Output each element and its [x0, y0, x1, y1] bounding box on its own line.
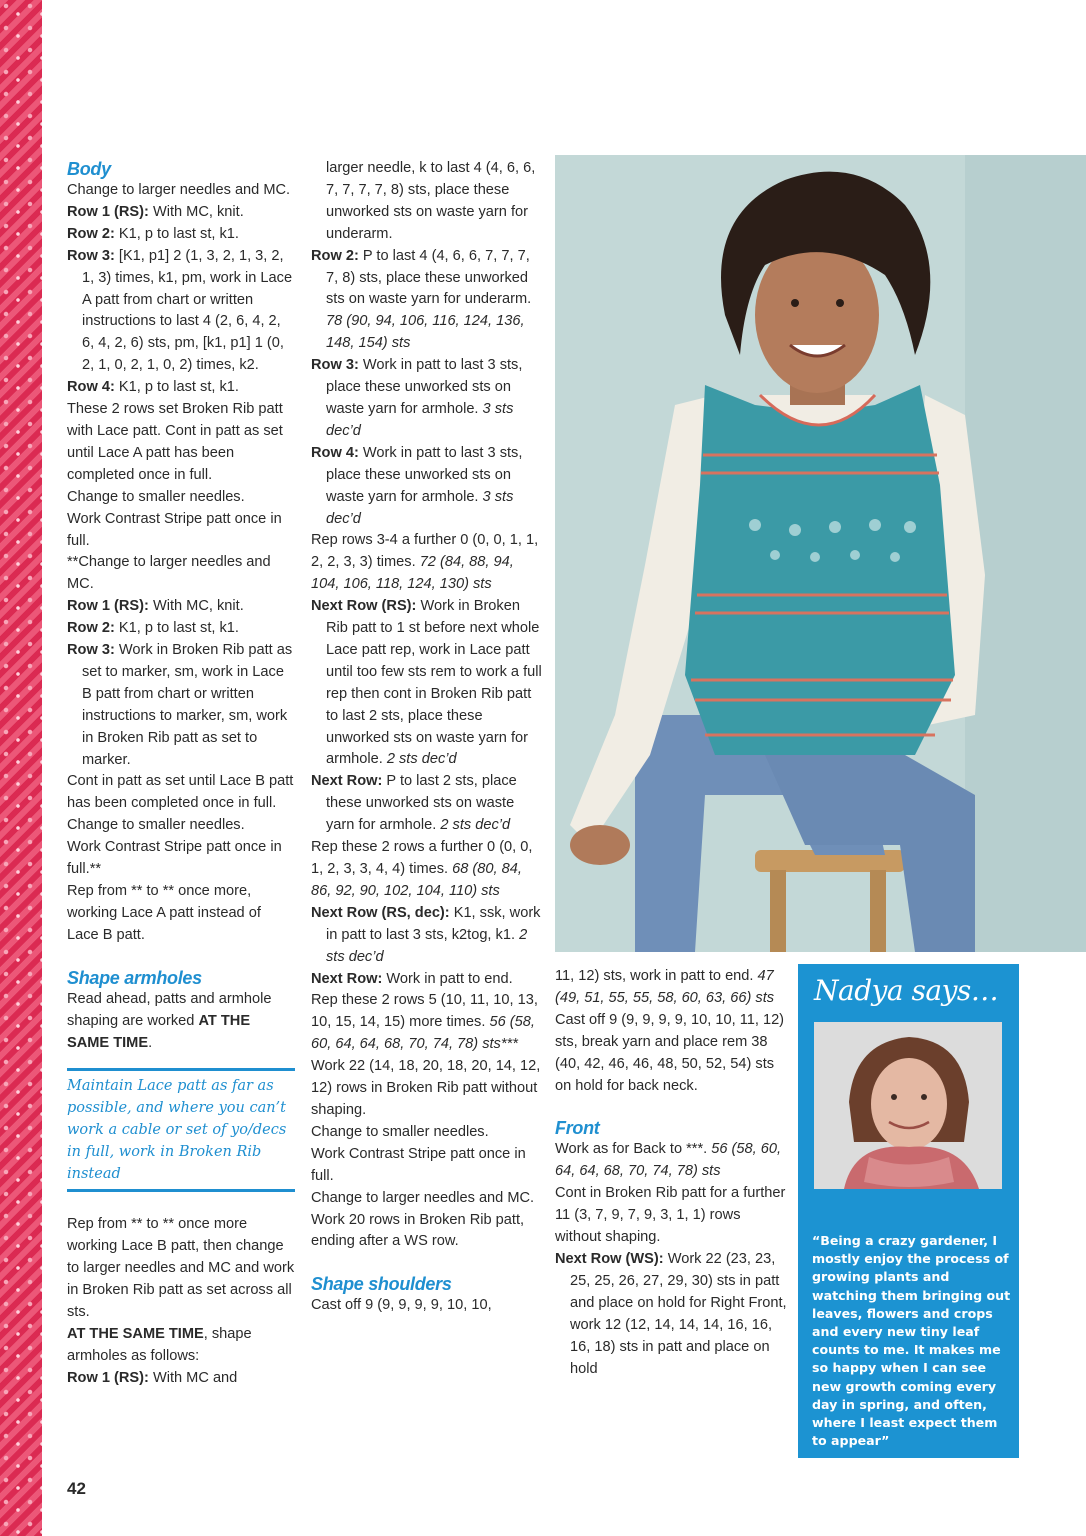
- text-run: Rep these 2 rows 5 (10, 11, 10, 13, 10, 15, 14, 15) more times.: [311, 992, 538, 1031]
- row-text: K1, p to last st, k1.: [114, 225, 239, 242]
- stitch-count: 2 sts dec’d: [386, 751, 457, 768]
- row-text: With MC, knit.: [148, 598, 244, 615]
- stitch-count: 72 (84, 88, 94, 104, 106, 118, 124, 130) sts: [311, 554, 514, 593]
- instruction-text: [67, 989, 295, 1055]
- row-text: K1, p to last st, k1.: [114, 620, 239, 637]
- model-illustration: [555, 155, 1086, 952]
- instruction-text: Cont in Broken Rib patt for a further 11 (3, 7, 9, 7, 9, 3, 1, 1) rows without shaping.: [555, 1185, 786, 1246]
- heading-shape-shoulders: Shape shoulders: [311, 1274, 452, 1295]
- instruction-text: Change to smaller needles.: [67, 488, 245, 505]
- column-3: [555, 966, 790, 1380]
- instruction-text: Work Contrast Stripe patt once in full.: [311, 1145, 526, 1184]
- row-instruction: [67, 377, 295, 399]
- row-label: Next Row (WS):: [555, 1250, 664, 1267]
- panel-quote: “Being a crazy gardener, I mostly enjoy the process of growing plants and watching them bringing out leaves, flowers and crops and every new tiny leaf counts to me. It makes me so happy when I can see new growth coming every day in spring, and often, where I least expect them to appear”: [812, 1233, 1011, 1449]
- row-text: Work in Broken Rib patt to 1 st before next whole Lace patt rep, work in Lace patt until too few sts rem to work a full rep then cont in Broken Rib patt to last 2 sts, place these unworked sts on waste yarn for armhole.: [326, 598, 542, 768]
- row-label: Row 1 (RS):: [67, 203, 149, 220]
- row-instruction: [555, 1249, 790, 1380]
- row-instruction: [311, 355, 543, 443]
- instruction-text: Rep from ** to ** once more working Lace B patt, then change to larger needles and MC and work in Broken Rib patt as set across all sts.: [67, 1216, 295, 1321]
- row-label: Row 2:: [67, 225, 115, 242]
- row-text: K1, ssk, work in patt to last 3 sts, k2tog, k1.: [326, 904, 541, 943]
- nadya-says-panel: [798, 964, 1019, 1458]
- text-run: 11, 12) sts, work in patt to end.: [555, 968, 758, 984]
- portrait-illustration: [814, 1022, 1002, 1189]
- instruction-text: [311, 530, 543, 596]
- row-text: Work 22 (23, 23, 25, 25, 26, 27, 29, 30) sts in patt and place on hold for Right Front, work 12 (12, 14, 14, 14, 16, 16, 16, 18) sts in patt and place on hold: [570, 1250, 787, 1377]
- row-text: K1, p to last st, k1.: [114, 379, 239, 396]
- row-label: Next Row (RS, dec):: [311, 904, 450, 921]
- row-instruction: [67, 1368, 295, 1390]
- instruction-text: These 2 rows set Broken Rib patt with Lace patt. Cont in patt as set until Lace A patt has been completed once in full.: [67, 401, 283, 483]
- emphasis-text: AT THE SAME TIME: [67, 1325, 204, 1342]
- stitch-count: 3 sts dec’d: [326, 488, 514, 527]
- row-instruction: [311, 443, 543, 531]
- row-label: Row 4:: [311, 444, 359, 461]
- row-instruction: [311, 969, 543, 991]
- row-label: Row 1 (RS):: [67, 598, 149, 615]
- stitch-count: 68 (80, 84, 86, 92, 90, 102, 104, 110) sts: [311, 861, 522, 899]
- instruction-text: Cast off 9 (9, 9, 9, 9, 10, 10,: [311, 1297, 492, 1314]
- row-instruction: [311, 246, 543, 356]
- row-text: Work in patt to last 3 sts, place these unworked sts on waste yarn for armhole.: [326, 444, 523, 505]
- instruction-text: [555, 1139, 790, 1183]
- instruction-text: Work 22 (14, 18, 20, 18, 20, 14, 12, 12) rows in Broken Rib patt without shaping.: [311, 1058, 541, 1118]
- instruction-text: Cont in patt as set until Lace B patt has been completed once in full.: [67, 773, 294, 812]
- stitch-count: 56 (58, 60, 64, 64, 68, 70, 74, 78) sts: [555, 1141, 782, 1180]
- nadya-portrait: [814, 1022, 1002, 1189]
- stitch-count: 2 sts dec’d: [440, 817, 511, 834]
- instruction-text: [555, 966, 790, 1010]
- row-text: Work in patt to last 3 sts, place these unworked sts on waste yarn for armhole.: [326, 357, 523, 417]
- row-text: Work in Broken Rib patt as set to marker, sm, work in Lace B patt from chart or written instructions to marker, sm, work in Broken Rib patt as set to marker.: [82, 642, 293, 768]
- row-instruction: [67, 246, 295, 377]
- row-instruction: [311, 771, 543, 837]
- text-run: Rep rows 3-4 a further 0 (0, 0, 1, 1, 2, 2, 3, 3) times.: [311, 532, 539, 571]
- column-1: [67, 158, 295, 1390]
- row-instruction: [311, 903, 543, 969]
- model-photo: [555, 155, 1086, 952]
- page-number: 42: [67, 1479, 86, 1498]
- row-text: With MC, knit.: [148, 203, 244, 220]
- stitch-count: 78 (90, 94, 106, 116, 124, 136, 148, 154) sts: [326, 313, 525, 352]
- row-label: Next Row (RS):: [311, 598, 417, 615]
- instruction-text: Cast off 9 (9, 9, 9, 9, 10, 10, 11, 12) sts, break yarn and place rem 38 (40, 42, 46, 46, 48, 50, 52, 54) sts on hold for back neck.: [555, 1011, 785, 1094]
- panel-title: Nadya says…: [814, 974, 999, 1007]
- instruction-text: Work 20 rows in Broken Rib patt, ending after a WS row.: [311, 1211, 525, 1250]
- instruction-text: [67, 1324, 295, 1368]
- row-label: Row 3:: [311, 357, 359, 374]
- row-label: Next Row:: [311, 773, 383, 790]
- row-instruction: [311, 596, 543, 771]
- heading-front: Front: [555, 1118, 600, 1139]
- row-label: Row 1 (RS):: [67, 1369, 149, 1386]
- stitch-count: 56 (58, 60, 64, 64, 68, 70, 74, 78) sts***: [311, 1014, 535, 1053]
- instruction-text: Change to smaller needles.: [67, 817, 245, 834]
- row-instruction: [67, 202, 295, 224]
- row-instruction: [67, 618, 295, 640]
- heading-shape-armholes: Shape armholes: [67, 967, 202, 988]
- row-instruction: [67, 596, 295, 618]
- row-label: Row 4:: [67, 379, 115, 396]
- row-label: Row 3:: [67, 642, 115, 659]
- text-run: , shape armholes as follows:: [67, 1325, 252, 1364]
- instruction-text: Work Contrast Stripe patt once in full.**: [67, 839, 282, 878]
- tip-callout: Maintain Lace patt as far as possible, and where you can’t work a cable or set of yo/decs in full, work in Broken Rib instead: [67, 1068, 295, 1192]
- row-label: Row 2:: [311, 247, 359, 264]
- instruction-text: Change to smaller needles.: [311, 1123, 489, 1140]
- decorative-edge-strip: [0, 0, 42, 1536]
- text-run: Read ahead, patts and armhole shaping are worked: [67, 990, 272, 1029]
- row-label: Row 3:: [67, 247, 115, 264]
- row-text: [K1, p1] 2 (1, 3, 2, 1, 3, 2, 1, 3) times, k1, pm, work in Lace A patt from chart or written instructions to last 4 (2, 6, 4, 2, 6, 4, 2, 6) sts, pm, [k1, p1] 1 (0, 2, 1, 0, 2, 1, 0, 2) times, k2.: [82, 247, 293, 374]
- instruction-text: larger needle, k to last 4 (4, 6, 6, 7, 7, 7, 7, 8) sts, place these unworked sts on waste yarn for underarm.: [326, 160, 536, 242]
- stitch-count: 47 (49, 51, 55, 55, 58, 60, 63, 66) sts: [555, 968, 775, 1006]
- row-label: Row 2:: [67, 620, 115, 637]
- row-text: P to last 4 (4, 6, 6, 7, 7, 7, 7, 8) sts, place these unworked sts on waste yarn for underarm.: [326, 247, 532, 308]
- instruction-text: [311, 837, 543, 903]
- instruction-text: Work Contrast Stripe patt once in full.: [67, 510, 282, 549]
- instruction-text: Change to larger needles and MC.: [67, 182, 291, 198]
- text-run: Rep these 2 rows a further 0 (0, 0, 1, 2, 3, 3, 4, 4) times.: [311, 839, 533, 877]
- heading-body: Body: [67, 159, 111, 179]
- row-instruction: [67, 224, 295, 246]
- instruction-text: **Change to larger needles and MC.: [67, 554, 271, 593]
- instruction-text: Change to larger needles and MC.: [311, 1189, 535, 1206]
- row-instruction: [67, 640, 295, 771]
- column-2: [311, 158, 543, 1317]
- stitch-count: 3 sts dec’d: [326, 400, 514, 439]
- text-run: Work as for Back to ***.: [555, 1141, 712, 1158]
- row-text: Work in patt to end.: [382, 970, 513, 987]
- emphasis-text: AT THE SAME TIME: [67, 1012, 251, 1051]
- row-text: P to last 2 sts, place these unworked sts on waste yarn for armhole.: [326, 773, 517, 834]
- text-run: .: [148, 1034, 153, 1051]
- stitch-count: 2 sts dec’d: [326, 926, 528, 965]
- instruction-text: Rep from ** to ** once more, working Lace A patt instead of Lace B patt.: [67, 883, 261, 943]
- row-label: Next Row:: [311, 970, 383, 987]
- row-text: With MC and: [148, 1369, 238, 1386]
- instruction-text: [311, 990, 543, 1056]
